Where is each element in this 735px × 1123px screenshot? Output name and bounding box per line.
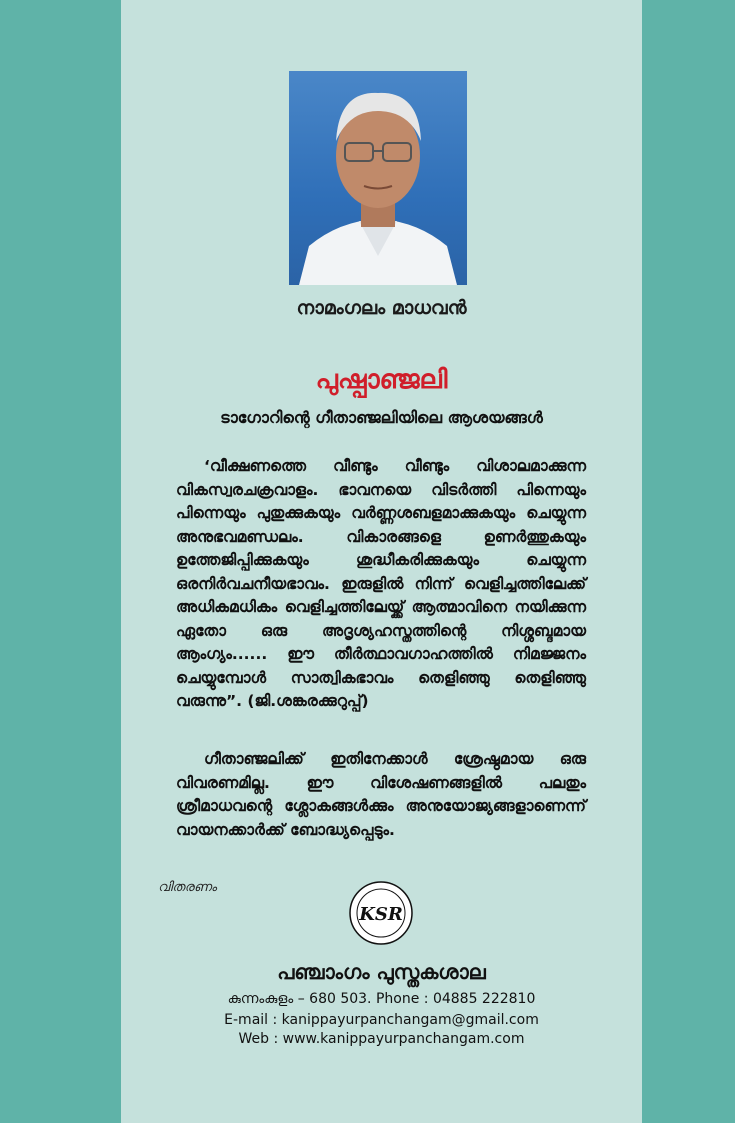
publisher-address: കുന്നംകുളം – 680 503. Phone : 04885 222810 [227, 991, 536, 1007]
book-subtitle: ടാഗോറിന്റെ ഗീതാഞ്ജലിയിലെ ആശയങ്ങൾ [220, 408, 543, 427]
publisher-logo-icon [348, 880, 414, 946]
logo-text: KSR [359, 904, 403, 925]
distribution-label: വിതരണം [158, 880, 217, 895]
author-photo [289, 71, 467, 285]
back-cover-panel [121, 0, 642, 1123]
publisher-website: Web : www.kanippayurpanchangam.com [238, 1031, 525, 1047]
publisher-name: പഞ്ചാംഗം പുസ്തകശാല [277, 960, 486, 984]
publisher-email: E-mail : kanippayurpanchangam@gmail.com [224, 1012, 539, 1028]
blurb-paragraph-1: ‘വീക്ഷണത്തെ വീണ്ടും വീണ്ടും വിശാലമാക്കുന്ന വികസ്വരചക്രവാളം. ഭാവനയെ വിടർത്തി പിന്നെയും പിന്നെയും പുതുക്കുകയും വർണ്ണശബളമാക്കുകയും ചെയ്യുന്ന അനുഭവമണ്ഡലം. വികാരങ്ങളെ ഉണർത്തുകയും ഉത്തേജിപ്പിക്കുകയും ശുദ്ധീകരിക്കുകയും ചെയ്യുന്ന ഒരനിർവചനീയഭാവം. ഇരുളിൽ നിന്ന് വെളിച്ചത്തിലേക്ക് അധികമധികം വെളിച്ചത്തിലേയ്ക്ക് ആത്മാവിനെ നയിക്കുന്ന ഏതോ ഒരു അദൃശ്യഹസ്തത്തിന്റെ നിശ്ശബ്ദമായ ആംഗ്യം...... ഈ തീർത്ഥാവഗാഹത്തിൽ നിമജ്ജനം ചെയ്യുമ്പോൾ സാത്വികഭാവം തെളിഞ്ഞു തെളിഞ്ഞു വരുന്നു”. (ജി.ശങ്കരക്കുറുപ്പ്) [176, 457, 586, 710]
author-name: നാമംഗലം മാധവൻ [296, 297, 467, 319]
blurb-paragraph-2: ഗീതാഞ്ജലിക്ക് ഇതിനേക്കാൾ ശ്രേഷ്ഠമായ ഒരു വിവരണമില്ല. ഈ വിശേഷണങ്ങളിൽ പലതും ശ്രീമാധവന്റെ ശ്ലോകങ്ങൾക്കും അനുയോജ്യങ്ങളാണെന്ന് വായനക്കാർക്ക് ബോദ്ധ്യപ്പെടും. [176, 750, 586, 839]
book-title: പുഷ്പാഞ്ജലി [315, 365, 448, 395]
